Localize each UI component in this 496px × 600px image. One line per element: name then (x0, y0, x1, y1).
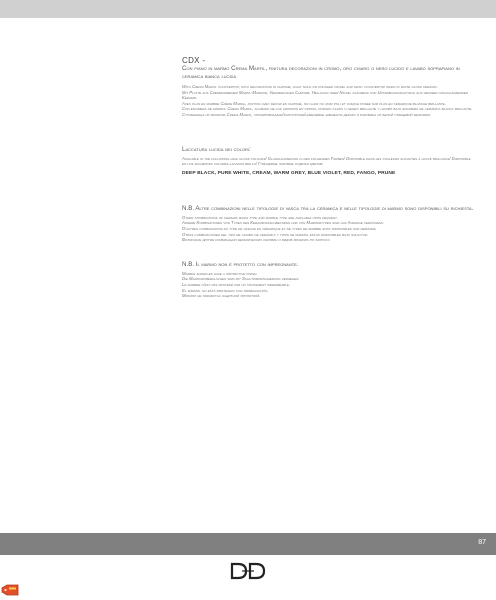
note-line: Otras combinaciones del tipo de lavabo de cerámica y tipos de mármol están disponibles bajo solicitud. (182, 231, 369, 237)
translation-line: Mit Platte aus Cremefarbenem Marfil-Marmor, Verzierungen Chrome, Hellgold oder Nickel glänzend und Unterbauwaschtisch aus weisser hochglänzender Keramik. (182, 89, 468, 101)
note-line: Die Marmoroberflächen sind mit Schutzimprägnierung versehen. (182, 276, 300, 282)
note-line: Возможны другие комбинации керамических раковин и видов мрамора по запросу. (182, 237, 331, 243)
colour-list: DEEP BLACK, PURE WHITE, CREAM, WARM GREY, BLUE VIOLET, RED, FANGO, PRUNE (182, 170, 396, 176)
top-bar (0, 0, 496, 18)
note-line: D'autres combinaisons du type de vasque en céramique et de types de marbre sont disponibles sur demande. (182, 225, 377, 231)
note-line: Le marbre n'est pas protégé par un traitement imperméable. (182, 281, 291, 287)
note-line: Andere Kombinationen von Typen des Keramikwaschbeckens und von Marmortypen sind auf Anfrage verfügbar. (182, 220, 384, 226)
price-tag-icon (1, 584, 19, 596)
translation-line: With Cream Marfil countertop, with decorations in chrome, light gold or polished nickel and shiny countertop basin in white gloss ceramic. (182, 84, 438, 89)
note-line: Other combinations of ceramic basin type and marble type are available upon request. (182, 214, 339, 220)
page-number: 87 (478, 539, 486, 546)
brand-logo (228, 562, 268, 580)
colours-translation: Available in the following high gloss colours/ Glanzlackierung in den folgenden Farben/ Disponible dans les couleurs suivantes à haute brillance/ Disponible en los siguientes colores lacados brillo/ Глянцевые лаковые отделки цветов: (182, 155, 471, 167)
note-line: Мрамор не обработан защитной пропиткой. (182, 293, 261, 299)
translation-line: Avec plan en marbre Crème Marfil, finition avec décor en chromé, or clair ou noir poli et vasque posée sur plan en céramique blanche brillante. (182, 100, 446, 106)
translation-line: Столешница из мрамора Crema Marfil, хромированные/золотистые/никелевые элементы декора и раковина из белой глянцевой керамики. (182, 111, 431, 117)
translations-1 (182, 84, 474, 118)
colours-section (182, 146, 474, 177)
product-code: CDX - (182, 56, 206, 65)
note-combinations (182, 205, 474, 243)
note-line: El mármol no está protegido con impregnación. (182, 287, 269, 293)
catalog-text-block (182, 56, 474, 299)
product-heading: Con piano in marmo Crema Marfil, finitura decorazioni in cromo, oro chiaro o nero lucido e lavabo soprapiano in ceramica bianca lucida (182, 65, 460, 80)
note-heading: N.B. Altre combinazioni nelle tipologie di vasca tra la ceramica e nelle tipologie di marmo sono disponibili su richiesta. (182, 204, 474, 212)
note-heading: N.B. Il marmo non è protetto con impregnante. (182, 260, 299, 268)
note-marble (182, 261, 474, 299)
note-line: Marble surfaces have a protective finish. (182, 270, 258, 276)
footer-bar (0, 533, 496, 555)
colours-heading: Laccatura lucida nei colori: (182, 145, 251, 153)
translation-line: Con encimera de mármol Crema Marfil, acabado de los adornos en cromo, dorado claro o negro brillante y lavabo bajo encimera de cerámica blanca brillante. (182, 106, 473, 112)
